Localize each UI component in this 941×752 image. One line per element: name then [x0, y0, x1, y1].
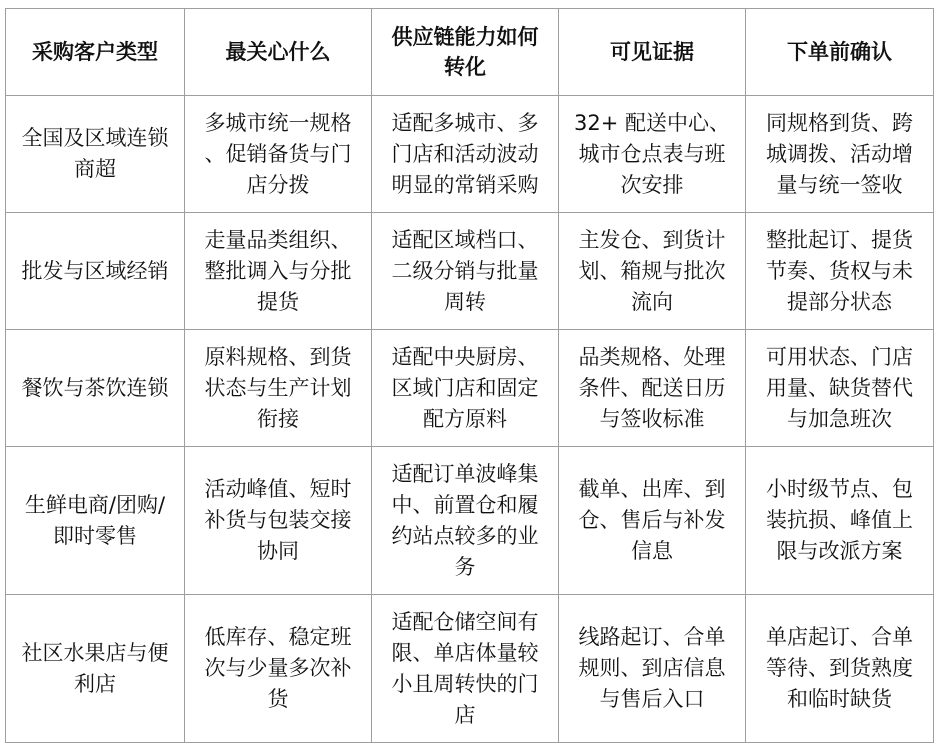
header-main-concern: 最关心什么	[185, 9, 372, 96]
cell-visible-evidence: 32+ 配送中心、城市仓点表与班次安排	[559, 96, 746, 213]
cell-capability-conversion: 适配区域档口、二级分销与批量周转	[372, 213, 559, 330]
table-row	[6, 96, 934, 213]
cell-pre-order-confirmation: 单店起订、合单等待、到货熟度和临时缺货	[746, 595, 934, 743]
cell-pre-order-confirmation: 整批起订、提货节奏、货权与未提部分状态	[746, 213, 934, 330]
cell-visible-evidence: 截单、出库、到仓、售后与补发信息	[559, 447, 746, 595]
cell-visible-evidence: 线路起订、合单规则、到店信息与售后入口	[559, 595, 746, 743]
table-header-row	[6, 9, 934, 96]
table-row	[6, 213, 934, 330]
cell-pre-order-confirmation: 小时级节点、包装抗损、峰值上限与改派方案	[746, 447, 934, 595]
cell-main-concern: 低库存、稳定班次与少量多次补货	[185, 595, 372, 743]
cell-capability-conversion: 适配订单波峰集中、前置仓和履约站点较多的业务	[372, 447, 559, 595]
cell-capability-conversion: 适配仓储空间有限、单店体量较小且周转快的门店	[372, 595, 559, 743]
cell-main-concern: 原料规格、到货状态与生产计划衔接	[185, 330, 372, 447]
table-row	[6, 447, 934, 595]
header-pre-order-confirmation: 下单前确认	[746, 9, 934, 96]
cell-main-concern: 多城市统一规格、促销备货与门店分拨	[185, 96, 372, 213]
table-row	[6, 330, 934, 447]
cell-visible-evidence: 主发仓、到货计划、箱规与批次流向	[559, 213, 746, 330]
cell-customer-type: 社区水果店与便利店	[6, 595, 185, 743]
cell-main-concern: 走量品类组织、整批调入与分批提货	[185, 213, 372, 330]
cell-pre-order-confirmation: 同规格到货、跨城调拨、活动增量与统一签收	[746, 96, 934, 213]
cell-customer-type: 餐饮与茶饮连锁	[6, 330, 185, 447]
header-visible-evidence: 可见证据	[559, 9, 746, 96]
header-capability-conversion: 供应链能力如何转化	[372, 9, 559, 96]
cell-customer-type: 生鲜电商/团购/即时零售	[6, 447, 185, 595]
cell-pre-order-confirmation: 可用状态、门店用量、缺货替代与加急班次	[746, 330, 934, 447]
cell-customer-type: 批发与区域经销	[6, 213, 185, 330]
customer-type-table	[5, 8, 934, 743]
cell-visible-evidence: 品类规格、处理条件、配送日历与签收标准	[559, 330, 746, 447]
cell-capability-conversion: 适配多城市、多门店和活动波动明显的常销采购	[372, 96, 559, 213]
table-row	[6, 595, 934, 743]
cell-capability-conversion: 适配中央厨房、区域门店和固定配方原料	[372, 330, 559, 447]
cell-customer-type: 全国及区域连锁商超	[6, 96, 185, 213]
header-customer-type: 采购客户类型	[6, 9, 185, 96]
cell-main-concern: 活动峰值、短时补货与包装交接协同	[185, 447, 372, 595]
